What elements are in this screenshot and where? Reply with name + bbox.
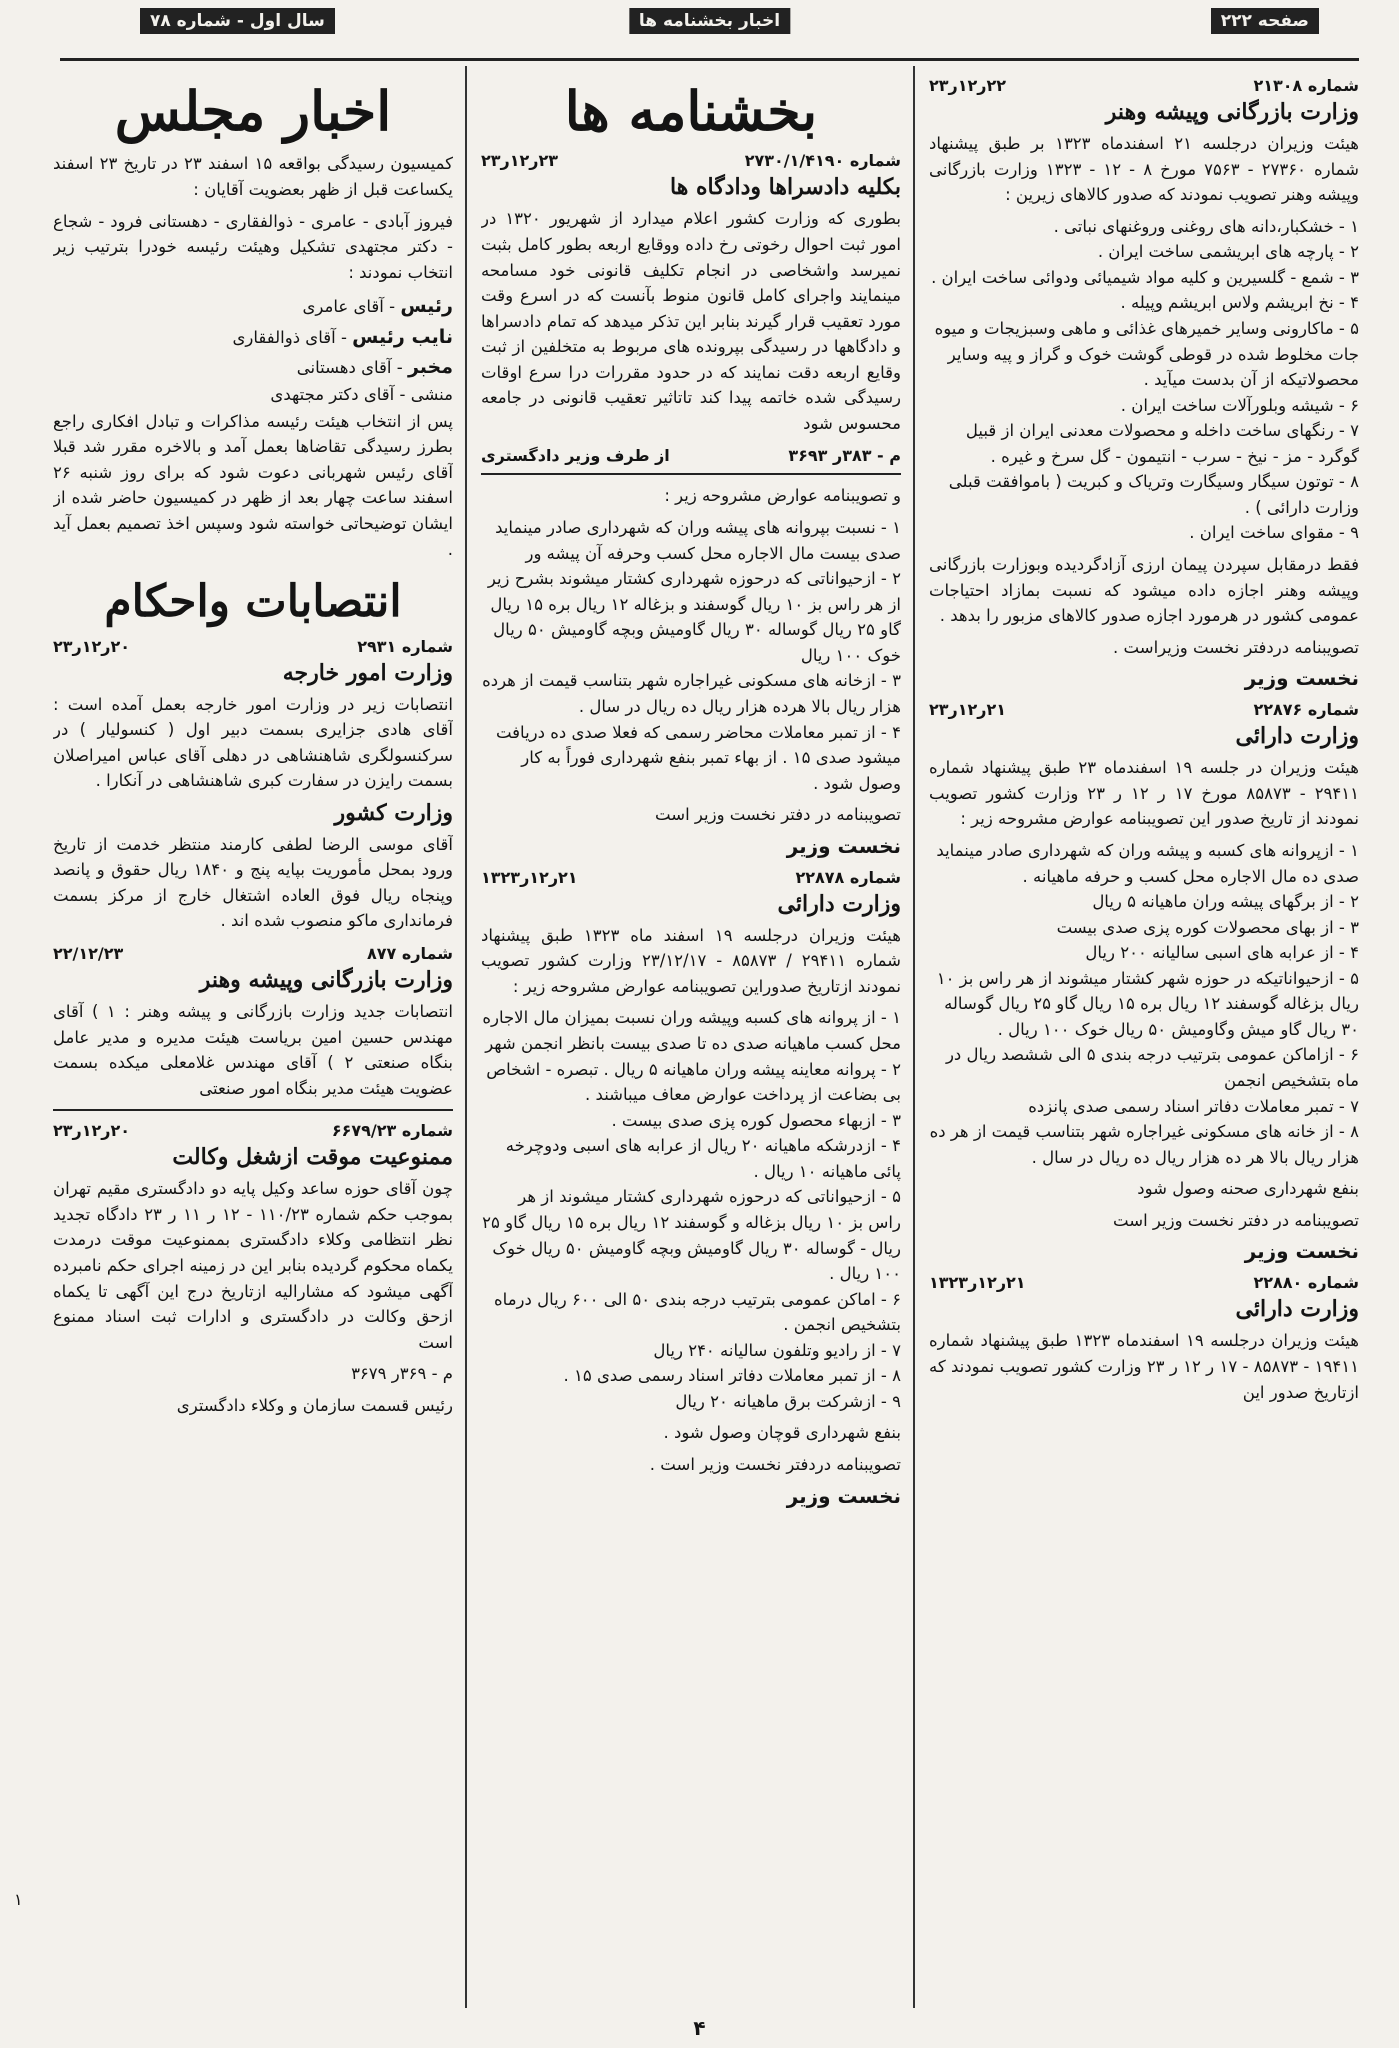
article-number: شماره ۲۱۳۰۸ [1253, 76, 1359, 95]
list-item: ۳ - ازخانه های مسکونی غیراجاره شهر بتناسب قیمت از هرده هزار ریال بالا هرده هزار ریال ده ریال در سال . [482, 671, 901, 716]
article-note: تصویبنامه دردفتر نخست وزیراست . [1113, 637, 1359, 657]
role-line: منشی - آقای دکتر مجتهدی [270, 385, 453, 405]
list-item: ۶ - ازاماکن عمومی بترتیب درجه بندی ۵ الی ششصد ریال در ماه بتشخیص انجمن [945, 1045, 1359, 1090]
article-signature: از طرف وزیر دادگستری [481, 446, 670, 466]
column-left [53, 66, 453, 2008]
majlis-paragraph: پس از انتخاب هیئت رئیسه مذاکرات و تبادل افکاری راجع بطرز رسیدگی تقاضاها بعمل آمد و بالاخره مقرر شد قبلا آقای رئیس شهربانی دعوت شود که برای روز شنبه ۲۶ اسفند ساعت چهار بعد از ظهر در کمیسیون حاضر شده از ایشان توضیحاتی خواسته شود وسپس اخذ تصمیم بعمل آید . [53, 411, 453, 559]
article-title: وزارت کشور [334, 799, 453, 826]
list-item: ۸ - از خانه های مسکونی غیراجاره شهر بتناسب قیمت از هر ده هزار ریال بالا هر ده هزار ریال ده ریال در سال . [929, 1122, 1359, 1167]
article-date: ۲۰ر۱۲ر۲۳ [53, 636, 131, 656]
role-title: نایب رئیس [352, 325, 453, 348]
list-item: ۸ - توتون سیگار وسیگارت وتریاک و کبریت ( باموافقت قبلی وزارت دارائی ) . [948, 472, 1359, 517]
article-signature: رئیس قسمت سازمان و وکلاء دادگستری [176, 1395, 453, 1415]
page-marker: ۴ [693, 2016, 706, 2040]
article-divider [53, 1109, 453, 1111]
article-outro: فقط درمقابل سپردن پیمان ارزی آزادگردیده وبوزارت بازرگانی وپیشه وهنر اجازه داده میشود که نسبت بمازاد احتیاجات عمومی کشور در هرمورد اجازه صدور کالاهای مزبور را بدهد . [929, 555, 1359, 626]
list-item: ۵ - ماکارونی وسایر خمیرهای غذائی و ماهی وسبزیجات و میوه جات مخلوط شده در قوطی گوشت خوک و گراز و پیه وسایر محصولاتیکه از آن بدست میآید . [934, 318, 1359, 390]
role-person: آقای عامری [302, 297, 384, 317]
item-list [481, 515, 901, 796]
list-item: ۷ - رنگهای ساخت داخله و محصولات معدنی ایران از قبیل گوگرد - مز - نیخ - سرب - انتیمون - گل سرخ و غیره . [965, 421, 1359, 466]
article-number: شماره ۲۲۸۷۶ [1253, 700, 1359, 720]
majlis-paragraph: فیروز آبادی - عامری - ذوالفقاری - دهستانی فرود - شجاع - دکتر مجتهدی تشکیل وهیئت رئیسه خودرا بترتیب زیر انتخاب نمودند : [53, 211, 453, 282]
article-footer [481, 446, 901, 465]
margin-mark: ۱ [14, 1890, 23, 1909]
list-item: ۲ - ازحیواناتی که درحوزه شهرداری کشتار میشوند بشرح زیر از هر راس بز ۱۰ ریال گوسفند و بزغاله ۱۲ ریال بره ۱۵ ریال گاو ۲۵ ریال گوساله ۳۰ ریال گاومیش وبچه گاومیش ۵۰ ریال خوک ۱۰۰ ریال [487, 569, 901, 665]
role-title: مخبر [407, 355, 453, 378]
article-date: ۲۱ر۱۲ر۲۳ [929, 700, 1007, 720]
column-divider [465, 66, 467, 2008]
article-note: تصویبنامه در دفتر نخست وزیر است [1113, 1210, 1359, 1230]
article-meta [53, 637, 453, 656]
article-signature: نخست وزیر [1244, 666, 1359, 691]
article-number: شماره ۶۶۷۹/۲۳ [331, 1121, 453, 1141]
list-item: ۶ - شیشه وبلورآلات ساخت ایران . [1120, 395, 1359, 415]
header-section: اخبار بخشنامه ها [629, 8, 790, 34]
article-date: ۲۳ر۱۲ر۲۳ [481, 151, 559, 171]
section-masthead: انتصابات واحکام [104, 576, 402, 628]
article-meta [481, 868, 901, 887]
article-date: ۲۱ر۱۲ر۱۳۲۳ [481, 867, 578, 887]
article-divider [481, 473, 901, 475]
column-right [929, 66, 1359, 2008]
article-intro: هیئت وزیران در جلسه ۱۹ اسفندماه ۲۳ طبق پیشنهاد شماره ۲۹۴۱۱ - ۸۵۸۷۳ مورخ ۱۷ ر ۱۲ ر ۲۳ وزارت کشور تصویب نمودند از تاریخ صدور این تصویبنامه عوارض مشروحه زیر : [929, 758, 1359, 829]
article-note: تصویبنامه در دفتر نخست وزیر است [655, 805, 901, 825]
article-title: وزارت دارائی [1235, 723, 1359, 750]
role-line: نایب رئیس - آقای ذوالفقاری [232, 325, 453, 348]
article-signature: نخست وزیر [1244, 1239, 1359, 1264]
list-item: ۱ - از پروانه های کسبه وپیشه وران نسبت بمیزان مال الاجاره محل کسب ماهیانه صدی ده تا صدی بیست بانظر انجمن شهر [482, 1008, 901, 1054]
article-outro: بنفع شهرداری صحنه وصول شود [1137, 1179, 1359, 1199]
header-page-number: صفحه ۲۲۲ [1211, 8, 1319, 34]
list-item: ۴ - نخ ابریشم ولاس ابریشم وپیله . [1120, 293, 1359, 313]
article-title: بکلیه دادسراها ودادگاه ها [670, 174, 901, 201]
article-number: شماره ۲۲۸۸۰ [1253, 1273, 1359, 1293]
article-body: چون آقای حوزه ساعد وکیل پایه دو دادگستری مقیم تهران بموجب حکم شماره ۱۱۰/۲۳ - ۱۲ ر ۱۱ ر ۲۳ دادگاه تجدید نظر انتظامی وکلاء دادگستری بممنوعیت موقت درمدت یکماه محکوم گردیده بنابر این در زمینه اجرای حکم نامبرده آگهی میشود که مشارالیه ازتاریخ درج این آگهی تا یکماه ازحق وکالت در دادگستری و ادارات ثبت اسناد ممنوع است [53, 1179, 453, 1352]
header-rule [60, 58, 1359, 61]
article-title: وزارت امور خارجه [282, 659, 453, 686]
article-signature: نخست وزیر [786, 1483, 901, 1508]
list-item: ۲ - پروانه معاینه پیشه وران ماهیانه ۵ ریال . تبصره - اشخاص بی بضاعت از پرداخت عوارض معاف میباشند . [486, 1059, 901, 1105]
article-body: انتصابات زیر در وزارت امور خارجه بعمل آمده است : آقای هادی جزایری بسمت دبیر اول ( کنسولیار ) در سرکنسولگری شاهنشاهی در دهلی آقای عباس امیراصلان بسمت رایزن در سفارت کبری شاهنشاهی در آنکارا . [53, 694, 453, 791]
article-meta [929, 1273, 1359, 1292]
list-item: ۸ - از تمبر معاملات دفاتر اسناد رسمی صدی ۱۵ . [563, 1366, 901, 1386]
list-item: ۳ - ازبهاء محصول کوره پزی صدی بیست . [611, 1110, 901, 1130]
article-intro: هیئت وزیران درجلسه ۲۱ اسفندماه ۱۳۲۳ بر طبق پیشنهاد شماره ۲۷۳۶۰ - ۷۵۶۳ مورخ ۸ - ۱۲ - ۱۳۲۳ وزارت بازرگانی وپیشه وهنر تصویب نمودند که صدور کالاهای زیرین : [929, 134, 1359, 205]
article-number: شماره ۲۷۳۰/۱/۴۱۹۰ [744, 151, 901, 171]
article-note: تصویبنامه دردفتر نخست وزیر است . [649, 1455, 901, 1475]
header-issue: سال اول - شماره ۷۸ [140, 8, 335, 34]
article-meta [53, 944, 453, 963]
list-item: ۲ - از برگهای پیشه وران ماهیانه ۵ ریال [1092, 892, 1359, 912]
role-person: آقای دکتر مجتهدی [270, 385, 395, 405]
article-intro: هیئت وزیران درجلسه ۱۹ اسفند ماه ۱۳۲۳ طبق پیشنهاد شماره ۲۹۴۱۱ / ۸۵۸۷۳ - ۲۳/۱۲/۱۷ وزارت کشور تصویب نمودند ازتاریخ صدوراین تصویبنامه عوارض مشروحه زیر : [481, 925, 901, 996]
article-date: ۲۲/۱۲/۲۳ [53, 944, 124, 964]
list-item: ۵ - ازحیواناتیکه در حوزه شهر کشتار میشوند از هر راس بز ۱۰ ریال بزغاله گوسفند ۱۲ ریال بره ۱۵ ریال گاو ۲۵ ریال گوساله ۳۰ ریال گاو میش وگاومیش ۵۰ ریال خوک ۱۰۰ ریال . [936, 968, 1359, 1039]
section-masthead: بخشنامه ها [564, 79, 818, 143]
list-item: ۹ - مقوای ساخت ایران . [1189, 523, 1359, 543]
column-middle [481, 66, 901, 2008]
article-meta [929, 76, 1359, 95]
list-item: ۲ - پارچه های ابریشمی ساخت ایران . [1097, 242, 1359, 262]
article-body: انتصابات جدید وزارت بازرگانی و پیشه وهنر : ۱ ) آقای مهندس حسین امین برياست هيئت مدیره و مدیر عامل بنگاه صنعتی ۲ ) آقای مهندس غلامعلی میکده بسمت عضویت هیئت مدیر بنگاه امور صنعتی [53, 1002, 453, 1098]
list-item: ۴ - ازدرشکه ماهیانه ۲۰ ریال از عرابه های اسبی ودوچرخه پائی ماهیانه ۱۰ ریال . [505, 1136, 901, 1181]
article-outro: بنفع شهرداری قوچان وصول شود . [663, 1423, 901, 1443]
article-title: وزارت بازرگانی وپیشه وهنر [1105, 99, 1359, 125]
list-item: ۱ - ازپروانه های کسبه و پیشه وران که شهرداری صادر مینماید صدی ده مال الاجاره محل کسب و حرفه ماهیانه . [936, 840, 1359, 886]
article-body: آقای موسی الرضا لطفی کارمند منتظر خدمت از تاریخ ورود بمحل مأموریت بپایه پنج و ۱۸۴۰ ریال حقوق و پانصد وپنجاه ریال فوق العاده اشتغال خارج از مرکز بسمت فرمانداری ماکو منصوب شده اند . [53, 834, 453, 931]
role-line: مخبر - آقای دهستانی [296, 355, 453, 378]
role-title: رئیس [400, 295, 453, 318]
list-item: ۱ - نسبت بپروانه های پیشه وران که شهرداری صادر مینماید صدی بیست مال الاجاره محل کسب وحرفه آن پیشه ور [495, 518, 901, 563]
role-title: منشی [410, 385, 453, 405]
list-item: ۷ - تمبر معاملات دفاتر اسناد رسمی صدی پانزده [1028, 1096, 1359, 1116]
article-title: وزارت دارائی [777, 890, 901, 917]
article-number: شماره ۸۷۷ [367, 944, 453, 964]
article-signature: نخست وزیر [786, 833, 901, 858]
list-item: ۳ - از بهای محصولات کوره پزی صدی بیست [1056, 917, 1359, 937]
section-masthead: اخبار مجلس [114, 79, 392, 143]
list-item: ۷ - از رادیو وتلفون سالیانه ۲۴۰ ریال [653, 1340, 901, 1360]
role-person: آقای ذوالفقاری [232, 327, 336, 347]
article-ref: م - ۳۸۳ر ۳۶۹۳ [788, 446, 901, 466]
article-body: بطوری که وزارت کشور اعلام میدارد از شهریور ۱۳۲۰ در امور ثبت احوال رخوتی رخ داده ووقایع اربعه بطور کامل بثبت نمیرسد واشخاصی در انجام تکلیف قانونی خود مسامحه مینمایند واجرای کامل قانون منوط بآنست که در اسرع وقت مورد تعقیب قرار گیرند بنابر این تذکر میدهد که تمام دادسراها و دادگاهها در رسیدگی بپرونده های مربوط به متخلفین از ثبت وقایع اربعه دقت نمایند که در حدود مقررات درا سرع اوقات رسیدگی شده خاتمه پیدا کند تاتاثیر تعقیب قانونی در جامعه محسوس شود [481, 209, 901, 433]
article-number: شماره ۲۲۸۷۸ [795, 867, 901, 887]
list-item: ۱ - خشکبار،دانه های روغنی وروغنهای نباتی . [1053, 216, 1359, 236]
article-date: ۲۲ر۱۲ر۲۳ [929, 76, 1007, 95]
page-header [60, 0, 1359, 44]
article-title: وزارت دارائی [1235, 1296, 1359, 1323]
list-item: ۴ - از تمبر معاملات محاضر رسمی که فعلا صدی ده دریافت میشود صدی ۱۵ . از بهاء تمبر بنفع شهرداری فوراً به کار وصول شود . [495, 722, 901, 793]
article-meta [481, 151, 901, 170]
article-meta [929, 700, 1359, 719]
role-line: رئیس - آقای عامری [302, 295, 453, 318]
article-meta [53, 1121, 453, 1140]
article-title: وزارت بازرگانی وپیشه وهنر [199, 967, 453, 994]
article-number: شماره ۲۹۳۱ [357, 636, 453, 656]
list-item: ۵ - ازحیواناتی که درحوزه شهرداری کشتار میشوند از هر راس بز ۱۰ ریال بزغاله و گوسفند ۱۲ ریال بره ۱۵ ریال گاو ۲۵ ریال - گوساله ۳۰ ریال گاومیش وبچه گاومیش ۵۰ ریال خوک ۱۰۰ ریال . [482, 1187, 901, 1284]
column-divider [913, 66, 915, 2008]
majlis-paragraph: کمیسیون رسیدگی بواقعه ۱۵ اسفند ۲۳ در تاریخ ۲۳ اسفند یکساعت قبل از ظهر بعضویت آقایان : [53, 154, 453, 199]
article-date: ۲۱ر۱۲ر۱۳۲۳ [929, 1273, 1026, 1293]
list-item: ۳ - شمع - گلسیرین و کلیه مواد شیمیائی ودوائی ساخت ایران . [931, 267, 1359, 287]
list-item: ۶ - اماکن عمومی بترتیب درجه بندی ۵۰ الی ۶۰۰ ریال درماه بتشخیص انجمن . [494, 1289, 901, 1335]
article-title: ممنوعیت موقت ازشغل وکالت [172, 1144, 453, 1171]
list-item: ۹ - ازشرکت برق ماهیانه ۲۰ ریال [675, 1391, 901, 1411]
article-intro: و تصویبنامه عوارض مشروحه زیر : [664, 486, 901, 506]
article-ref: م - ۳۶۹ر ۳۶۷۹ [351, 1364, 453, 1384]
role-person: آقای دهستانی [296, 357, 392, 377]
item-list [929, 838, 1359, 1170]
list-item: ۴ - از عرابه های اسبی سالیانه ۲۰۰ ریال [1085, 943, 1359, 963]
item-list [929, 214, 1359, 546]
article-intro: هیئت وزیران درجلسه ۱۹ اسفندماه ۱۳۲۳ طبق پیشنهاد شماره ۱۹۴۱۱ - ۸۵۸۷۳ - ۱۷ ر ۱۲ ر ۲۳ وزارت کشور تصویب نمودند که ازتاریخ صدور این [929, 1331, 1359, 1402]
article-date: ۲۰ر۱۲ر۲۳ [53, 1121, 131, 1141]
item-list [481, 1005, 901, 1414]
